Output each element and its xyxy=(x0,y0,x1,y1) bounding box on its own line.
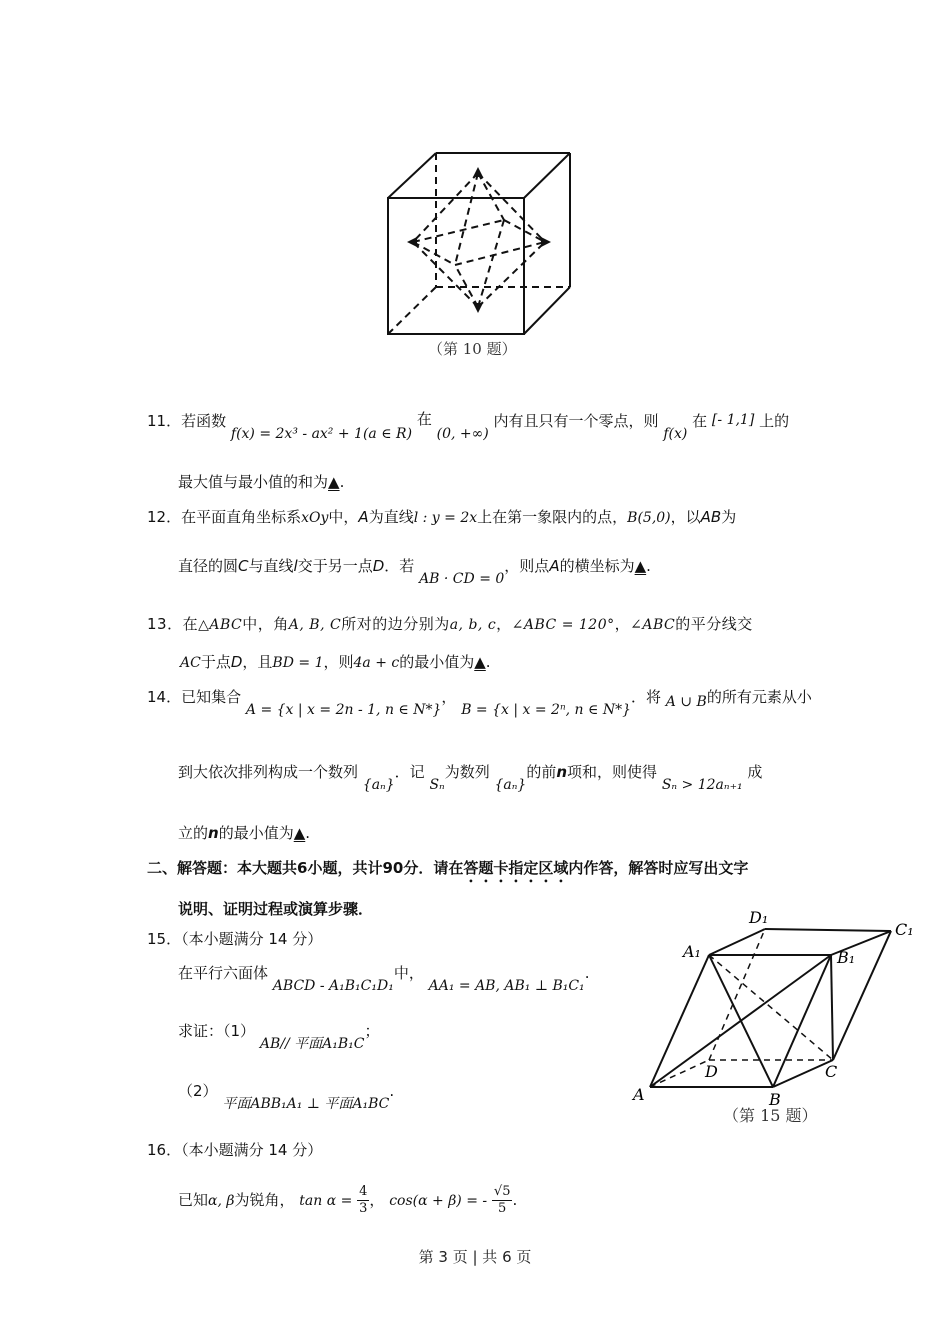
q12-dot-product: AB · CD = 0 xyxy=(419,571,505,587)
q12-text: . xyxy=(646,557,651,575)
question-14-number: 14． xyxy=(147,688,182,706)
question-14-line3 xyxy=(178,822,310,843)
question-14-line2 xyxy=(178,761,763,793)
q13-math: △ABC xyxy=(198,617,243,633)
label-A: A xyxy=(633,1085,645,1104)
section-2-emphasis: 答题卡指定区域 xyxy=(463,859,569,877)
q12-text: 的横坐标为 xyxy=(559,557,635,575)
q11-text: 在 xyxy=(692,412,708,430)
section-2-text: 内作答，解答时应写出文字 xyxy=(568,859,749,877)
q15-solid: ABCD - A₁B₁C₁D₁ xyxy=(272,978,394,994)
question-11-number: 11． xyxy=(147,412,182,430)
q11-fx: f(x) xyxy=(663,426,688,442)
q14-math: n xyxy=(556,763,568,781)
q13-math: ∠ABC xyxy=(630,617,676,633)
q12-math: A xyxy=(549,557,560,575)
q15-text: 中， xyxy=(393,964,424,982)
q14-text: 项和，则使得 xyxy=(567,763,658,781)
question-15-header xyxy=(147,928,322,949)
q16-cos-numerator: √5 xyxy=(493,1184,511,1199)
question-13-number: 13． xyxy=(147,615,183,633)
q12-text: 直径的圆 xyxy=(178,557,239,575)
q16-text: 为锐角， xyxy=(234,1191,295,1209)
q13-text: 中，角 xyxy=(242,615,289,633)
page-footer: 第 3 页 | 共 6 页 xyxy=(418,1248,532,1266)
q16-cos-fraction xyxy=(492,1184,513,1217)
q14-text: . xyxy=(305,824,311,842)
q12-text: ．若 xyxy=(384,557,415,575)
label-D1: D₁ xyxy=(749,908,769,927)
q13-text: 的平分线交 xyxy=(675,615,753,633)
q13-math: BD = 1 xyxy=(272,655,324,671)
q13-text: 在 xyxy=(182,615,199,633)
answer-blank: ▲ xyxy=(634,557,647,575)
q12-text: 为直线 xyxy=(368,508,414,526)
q12-math: xOy xyxy=(301,510,329,526)
figure-15-caption: （第 15 题） xyxy=(723,1106,818,1125)
label-A1: A₁ xyxy=(683,942,701,961)
q14-math: A ∪ B xyxy=(665,694,707,710)
q13-text: ， xyxy=(614,615,631,633)
q12-text: 中， xyxy=(328,508,359,526)
q11-text: 内有且只有一个零点，则 xyxy=(493,412,659,430)
q12-math: C xyxy=(238,557,249,575)
q15-text: . xyxy=(584,964,590,982)
q12-text: 在平面直角坐标系 xyxy=(181,508,302,526)
q14-text: ， xyxy=(441,688,457,706)
question-16-line1 xyxy=(178,1184,517,1217)
q13-text: ， xyxy=(496,615,512,633)
q14-set-b: B = {x | x = 2ⁿ, n ∈ N*} xyxy=(461,702,631,718)
label-C: C xyxy=(825,1062,838,1081)
figure-15-parallelepiped xyxy=(625,905,925,1130)
q13-text: 所对的边分别为 xyxy=(341,615,450,633)
q11-function: f(x) = 2x³ - ax² + 1(a ∈ R) xyxy=(230,426,413,442)
question-13-line1 xyxy=(147,613,753,634)
q12-text: 与直线 xyxy=(248,557,294,575)
answer-blank: ▲ xyxy=(293,824,306,842)
q14-text: 的前 xyxy=(526,763,557,781)
section-2-header xyxy=(147,857,748,886)
label-D: D xyxy=(705,1062,718,1081)
q14-text: 已知集合 xyxy=(181,688,242,706)
question-12-number: 12． xyxy=(147,508,182,526)
q16-score: （本小题满分 14 分） xyxy=(181,1141,323,1159)
q16-text: 已知 xyxy=(178,1191,209,1209)
answer-blank: ▲ xyxy=(474,653,486,671)
q11-text: 最大值与最小值的和为 xyxy=(178,473,329,491)
question-11-line2 xyxy=(178,471,344,492)
figure-10-caption: （第 10 题） xyxy=(428,340,517,358)
q16-tan-fraction xyxy=(357,1184,369,1217)
q13-math: D xyxy=(230,653,243,671)
q13-text: ，则 xyxy=(323,653,354,671)
q13-math: AC xyxy=(180,655,201,671)
q14-math: {aₙ} xyxy=(362,777,395,793)
q13-text: ，且 xyxy=(242,653,273,671)
q12-text: ，则点 xyxy=(504,557,550,575)
q13-text: . xyxy=(485,653,491,671)
answer-blank: ▲ xyxy=(328,473,340,491)
figure-10-cube-octahedron xyxy=(380,145,580,370)
question-13-line2 xyxy=(180,651,491,672)
question-16-number: 16． xyxy=(147,1141,182,1159)
q14-math: Sₙ xyxy=(429,777,445,793)
question-12-line1 xyxy=(147,506,736,527)
label-B1: B₁ xyxy=(837,948,856,967)
question-15-number: 15． xyxy=(147,930,182,948)
q14-math: {aₙ} xyxy=(494,777,527,793)
q15-part2: 平面ABB₁A₁ ⊥ 平面A₁BC xyxy=(222,1096,390,1112)
q11-text: 若函数 xyxy=(181,412,227,430)
q16-text: . xyxy=(512,1191,518,1209)
q12-math: l xyxy=(293,557,298,575)
q12-text: ，以 xyxy=(670,508,701,526)
q12-math: l : y = 2x xyxy=(413,510,478,526)
question-16-header xyxy=(147,1139,322,1160)
q14-text: 到大依次排列构成一个数列 xyxy=(178,763,359,781)
q14-text: ．将 xyxy=(630,688,661,706)
q16-text: ， xyxy=(369,1191,385,1209)
q15-text: （2） xyxy=(178,1082,218,1100)
question-15-line1 xyxy=(178,962,590,994)
q12-math: A xyxy=(358,508,369,526)
q16-math: α, β xyxy=(208,1193,235,1209)
q11-text: 上的 xyxy=(759,412,790,430)
question-15-prove-2 xyxy=(178,1080,395,1112)
q13-text: 于点 xyxy=(200,653,231,671)
q11-interval2: [- 1,1] xyxy=(711,412,755,428)
q11-text: 在 xyxy=(416,410,432,428)
question-15-prove-1 xyxy=(178,1020,380,1052)
q13-math: 4a + c xyxy=(353,655,400,671)
q13-math: a, b, c xyxy=(449,617,497,633)
q15-part1: AB// 平面A₁B₁C xyxy=(259,1036,365,1052)
q15-condition: AA₁ = AB, AB₁ ⊥ B₁C₁ xyxy=(428,978,585,994)
q15-text: 求证：（1） xyxy=(178,1022,256,1040)
q14-text: 为数列 xyxy=(444,763,490,781)
q16-tan: tan α = xyxy=(299,1193,353,1209)
q13-text: 的最小值为 xyxy=(399,653,475,671)
q16-tan-denominator: 3 xyxy=(359,1201,368,1216)
label-C1: C₁ xyxy=(895,920,914,939)
q15-text: . xyxy=(389,1082,395,1100)
q15-text: 在平行六面体 xyxy=(178,964,269,982)
q15-text: ； xyxy=(364,1022,380,1040)
section-2-text: 二、解答题：本大题共6小题，共计90分．请在 xyxy=(147,859,464,877)
section-2-header-line2: 说明、证明过程或演算步骤． xyxy=(178,900,374,918)
q14-set-a: A = {x | x = 2n - 1, n ∈ N*} xyxy=(245,702,442,718)
q14-text: 立的 xyxy=(178,824,209,842)
q14-text: ．记 xyxy=(394,763,425,781)
question-14-line1 xyxy=(147,686,812,718)
q16-tan-numerator: 4 xyxy=(359,1184,368,1199)
q12-math: B(5,0) xyxy=(627,510,671,526)
q13-math: ∠ABC = 120° xyxy=(511,617,615,633)
q12-text: 上在第一象限内的点， xyxy=(477,508,628,526)
q14-math: n xyxy=(208,824,219,842)
q14-text: 成 xyxy=(747,763,763,781)
q14-text: 的所有元素从小 xyxy=(706,688,812,706)
q12-text: 交于另一点 xyxy=(297,557,373,575)
question-11-line1 xyxy=(147,410,790,442)
q15-score: （本小题满分 14 分） xyxy=(181,930,323,948)
label-B: B xyxy=(769,1090,781,1109)
q16-cos: cos(α + β) = - xyxy=(389,1193,488,1209)
q13-math: A, B, C xyxy=(288,617,342,633)
q12-math: AB xyxy=(700,508,722,526)
q14-text: 的最小值为 xyxy=(218,824,294,842)
q11-text: . xyxy=(339,473,345,491)
q12-text: 为 xyxy=(721,508,737,526)
question-12-line2 xyxy=(178,555,651,587)
q16-cos-denominator: 5 xyxy=(498,1201,507,1216)
q14-math: Sₙ > 12aₙ₊₁ xyxy=(661,777,743,793)
q12-math: D xyxy=(372,557,385,575)
q11-interval1: (0, +∞) xyxy=(436,426,489,442)
